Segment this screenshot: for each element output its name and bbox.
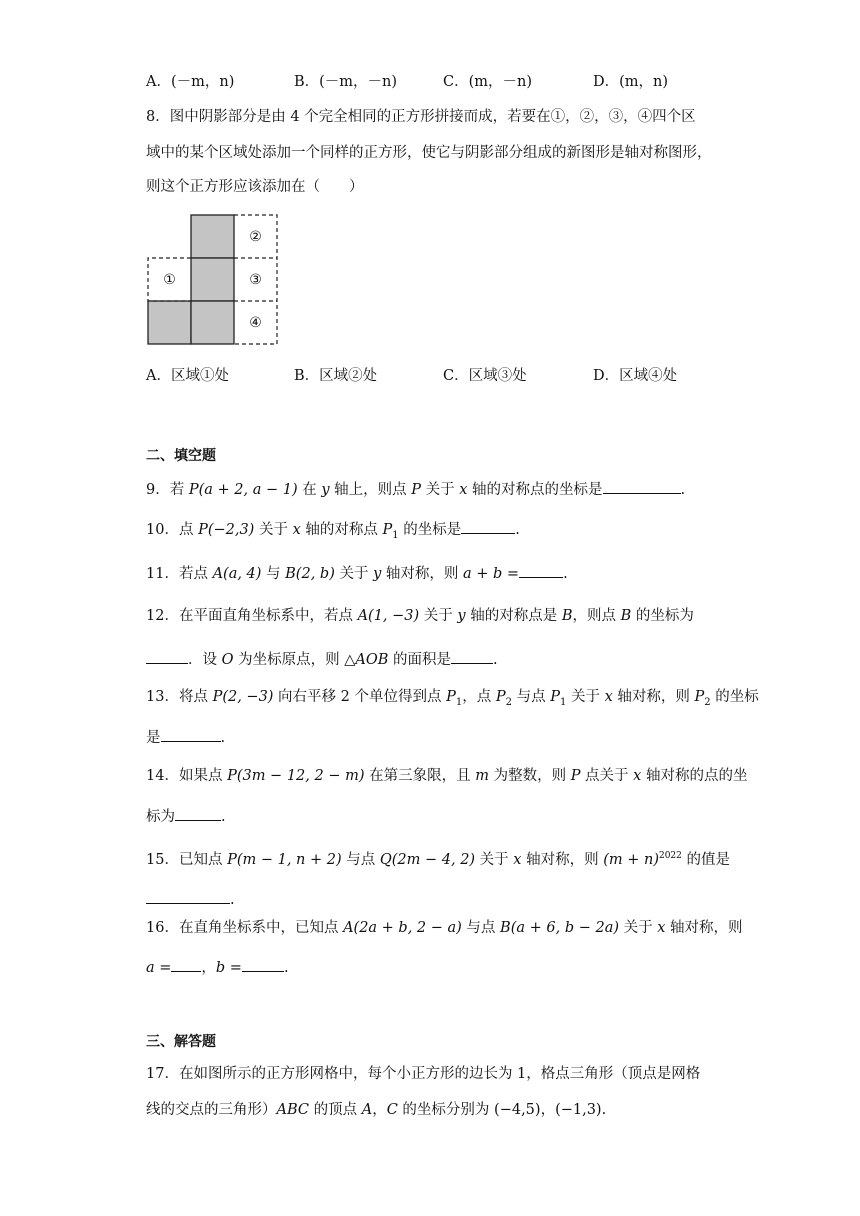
q14-answer-blank[interactable] xyxy=(175,805,221,821)
q7-option-d: D．(m，n) xyxy=(593,74,669,90)
q12-answer-blank-2[interactable] xyxy=(451,648,493,664)
q9: 9．若 P(a + 2, a − 1) 在 y 轴上，则点 P 关于 x 轴的对称点的坐标是 . xyxy=(146,478,685,500)
q8-option-b: B．区域②处 xyxy=(294,368,378,384)
q9-answer-blank[interactable] xyxy=(603,478,681,494)
q7-options xyxy=(146,72,746,92)
q12-line-2: ．设 O 为坐标原点，则 △AOB 的面积是 . xyxy=(146,648,498,670)
section-2-title: 二、填空题 xyxy=(146,448,216,464)
q16-answer-blank-a[interactable] xyxy=(171,956,201,972)
q8-option-c: C．区域③处 xyxy=(443,368,527,384)
q15-line-1: 15．已知点 P(m − 1, n + 2) 与点 Q(2m − 4, 2) 关于 x 轴对称，则 $(m + n)^{2022}$ 的值是 xyxy=(146,851,730,868)
region-label-3: ③ xyxy=(249,272,262,288)
q15-line-2: . xyxy=(146,888,235,910)
q10-answer-blank[interactable] xyxy=(461,518,515,534)
q7-option-a: A．(－m，n) xyxy=(146,74,235,90)
q13-answer-blank[interactable] xyxy=(161,726,221,742)
q14-line-2: 标为 . xyxy=(146,805,226,827)
q8-option-a: A．区域①处 xyxy=(146,368,229,384)
q8-figure xyxy=(147,213,279,345)
shaded-square-bottom-left xyxy=(148,301,191,344)
q11: 11．若点 A(a, 4) 与 B(2, b) 关于 y 轴对称，则 a + b = . xyxy=(146,562,568,584)
q12-line-1: 12．在平面直角坐标系中，若点 A(1, −3) 关于 y 轴的对称点是 B，则点 B 的坐标为 xyxy=(146,608,694,624)
region-label-1: ① xyxy=(163,272,176,288)
q15-answer-blank[interactable] xyxy=(146,888,230,904)
q16-answer-blank-b[interactable] xyxy=(242,956,284,972)
q14-line-1: 14．如果点 P(3m − 12, 2 − m) 在第三象限，且 m 为整数，则 P 点关于 x 轴对称的点的坐 xyxy=(146,768,748,784)
q13-line-2: 是 . xyxy=(146,726,225,748)
q7-option-b: B．(－m，－n) xyxy=(294,74,398,90)
shaded-square-top xyxy=(191,215,234,258)
q16-line-1: 16．在直角坐标系中，已知点 A(2a + b, 2 − a) 与点 B(a + 6, b − 2a) 关于 x 轴对称，则 xyxy=(146,920,743,936)
q16-line-2: a = ，b = . xyxy=(146,956,289,978)
q8-line-1: 8．图中阴影部分是由 4 个完全相同的正方形拼接而成，若要在①，②，③，④四个区 xyxy=(146,109,696,125)
q11-answer-blank[interactable] xyxy=(519,562,563,578)
q17-line-1: 17．在如图所示的正方形网格中，每个小正方形的边长为 1，格点三角形（顶点是网格 xyxy=(146,1066,701,1082)
q8-line-3: 则这个正方形应该添加在（ ） xyxy=(146,179,364,195)
shaded-square-middle xyxy=(191,258,234,301)
q8-line-2: 域中的某个区域处添加一个同样的正方形，使它与阴影部分组成的新图形是轴对称图形， xyxy=(146,145,712,161)
region-label-2: ② xyxy=(249,229,262,245)
shaded-square-bottom-right xyxy=(191,301,234,344)
q12-answer-blank-1[interactable] xyxy=(146,648,188,664)
q8-options xyxy=(146,366,746,386)
q8-option-d: D．区域④处 xyxy=(593,368,678,384)
section-3-title: 三、解答题 xyxy=(146,1034,216,1050)
region-label-4: ④ xyxy=(249,315,262,331)
q7-option-c: C．(m，－n) xyxy=(443,74,532,90)
q17-line-2: 线的交点的三角形）ABC 的顶点 A，C 的坐标分别为 (−4,5)，(−1,3). xyxy=(146,1102,607,1118)
q13-line-1: 13．将点 P(2, −3) 向右平移 2 个单位得到点 $P_1$，点 $P_2$ 与点 $P_1$ 关于 x 轴对称，则 $P_2$ 的坐标 xyxy=(146,689,759,708)
q10: 10．点 P(−2,3) 关于 x 轴的对称点 $P_1$ 的坐标是 . xyxy=(146,518,520,546)
